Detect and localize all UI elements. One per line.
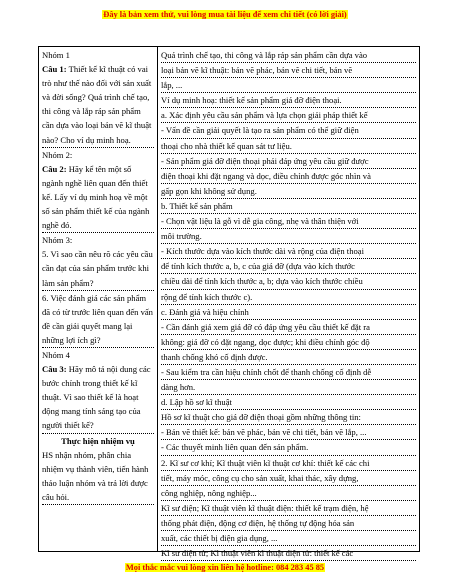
answer-line: để tính kích thước a, b, c của giá đỡ (dựa vào kích thước <box>161 259 416 274</box>
question-6: 6. Việc đánh giá các sản phẩm đã có từ trước liên quan đến vấn đề cần giải quyết mang lại những lợi ích gì? <box>42 291 154 348</box>
answers-body <box>161 48 416 559</box>
answer-line: - Bản vẽ thiết kế: bản vẽ phác, bản vẽ chi tiết, bản vẽ lắp, ... <box>161 425 416 440</box>
hotline-banner <box>0 563 450 572</box>
preview-notice-banner <box>0 10 450 19</box>
group-4-heading: Nhóm 4 <box>42 349 70 360</box>
answer-line: c. Đánh giá và hiệu chỉnh <box>161 305 416 320</box>
answer-line: gấp gọn khi không sử dụng. <box>161 184 416 199</box>
answer-line: thanh chống khó cố định được. <box>161 350 416 365</box>
answer-line: a. Xác định yêu cầu sản phẩm và lựa chọn giải pháp thiết kế <box>161 108 416 123</box>
preview-notice-text: Đây là bản xem thử, vui lòng mua tài liệu để xem chi tiết (có lời giải) <box>103 10 347 19</box>
answer-line: môi trường. <box>161 229 416 244</box>
answer-line: lắp, ... <box>161 78 416 93</box>
question-2-text: Hãy kể tên một số ngành nghề liên quan đến thiết kế. Lấy ví dụ minh hoạ về một số sản phẩm thiết kế của ngành nghề đó. <box>42 163 150 231</box>
answer-line: - Sau kiểm tra cần hiệu chỉnh chốt để thanh chống cố định dễ <box>161 365 416 380</box>
group-3-heading: Nhóm 3: <box>42 235 73 246</box>
table-row <box>39 47 420 552</box>
answer-line: Quá trình chế tạo, thi công và lắp ráp sản phẩm cần dựa vào <box>161 48 416 63</box>
answer-line: thống phát điện, động cơ điện, hệ thống tự động hóa sản <box>161 516 416 531</box>
answer-line: - Cần đánh giá xem giá đỡ có đáp ứng yêu cầu thiết kế đặt ra <box>161 320 416 335</box>
question-2-label: Câu 2: <box>42 163 67 174</box>
answer-line: - Kích thước dựa vào kích thước dài và rộng của điện thoại <box>161 244 416 259</box>
answer-line: xuất, các thiết bị điện gia dụng, ... <box>161 531 416 546</box>
answer-line: không: giá đỡ có đặt ngang, dọc được; khi điều chỉnh góc độ <box>161 335 416 350</box>
answer-line: rộng để tính kích thước c). <box>161 290 416 305</box>
task-heading: Thực hiện nhiệm vụ <box>61 435 135 446</box>
question-1-text: Thiết kế kĩ thuật có vai trò như thế nào đối với sản xuất và đời sống? Quá trình chế tạo, thi công và lắp ráp sản phẩm cần dựa vào loại bản vẽ kĩ thuật nào? Cho ví dụ minh hoạ. <box>42 64 152 145</box>
question-1 <box>42 62 154 148</box>
group-1-heading: Nhóm 1 <box>42 50 70 60</box>
answer-line: loại bản vẽ kĩ thuật: bản vẽ phác, bản vẽ chi tiết, bản vẽ <box>161 63 416 78</box>
answer-line: Hồ sơ kĩ thuật cho giá đỡ điện thoại gồm những thông tin: <box>161 410 416 425</box>
answer-line: - Vấn đề cần giải quyết là tạo ra sản phẩm có thể giữ điện <box>161 123 416 138</box>
question-2 <box>42 162 154 233</box>
answer-line: thoại cho nhà thiết kế quan sát tư liệu. <box>161 139 416 154</box>
answer-line: 2. Kĩ sư cơ khí; Kĩ thuật viên kĩ thuật cơ khí: thiết kế các chi <box>161 456 416 471</box>
answer-line: Kĩ sư điện tử; Kĩ thuật viên kĩ thuật điện tử: thiết kế các <box>161 546 416 561</box>
answer-line: công nghiệp, nông nghiệp... <box>161 486 416 501</box>
questions-column <box>39 47 158 552</box>
answers-column <box>158 47 420 559</box>
answer-line: b. Thiết kế sản phẩm <box>161 199 416 214</box>
question-5: 5. Vì sao cần nêu rõ các yêu cầu cần đạt của sản phẩm trước khi làm sản phẩm? <box>42 247 154 290</box>
question-3-text: Hãy mô tả nội dung các bước chính trong thiết kế kĩ thuật. Vì sao thiết kế là hoạt động mang tính sáng tạo của người thiết kế? <box>42 364 151 431</box>
answer-line: Kĩ sư điện; Kĩ thuật viên kĩ thuật điện: thiết kế trạm điện, hệ <box>161 501 416 516</box>
answer-line: - Sản phẩm giá đỡ điện thoại phải đáp ứng yêu cầu giữ được <box>161 154 416 169</box>
answer-line: - Chọn vật liệu là gỗ vì dễ gia công, nhẹ và thân thiện với <box>161 214 416 229</box>
answer-line: d. Lập hồ sơ kĩ thuật <box>161 395 416 410</box>
task-description: HS nhận nhóm, phân chia nhiệm vụ thành viên, tiến hành thảo luận nhóm và trả lời được câu hỏi. <box>42 448 154 505</box>
answer-line: điện thoại khi đặt ngang và dọc, điều chỉnh được góc nhìn và <box>161 169 416 184</box>
lesson-table <box>38 46 420 559</box>
question-3 <box>42 362 154 433</box>
answer-line: - Các thuyết minh liên quan đến sản phẩm. <box>161 440 416 455</box>
question-1-label: Câu 1: <box>42 64 67 75</box>
answer-line: tiết, máy móc, công cụ cho sản xuất, khai thác, xây dựng, <box>161 471 416 486</box>
answer-line: dàng hơn. <box>161 380 416 395</box>
question-3-label: Câu 3: <box>42 364 67 375</box>
hotline-text: Mọi thắc mắc vui lòng xin liên hệ hotline: 084 283 45 85 <box>125 563 325 572</box>
group-2-heading: Nhóm 2: <box>42 149 73 160</box>
answer-line: Ví dụ minh hoạ: thiết kế sản phẩm giá đỡ điện thoại. <box>161 93 416 108</box>
answer-line: chiều dài để tính kích thước a, b; dựa vào kích thước chiều <box>161 274 416 289</box>
